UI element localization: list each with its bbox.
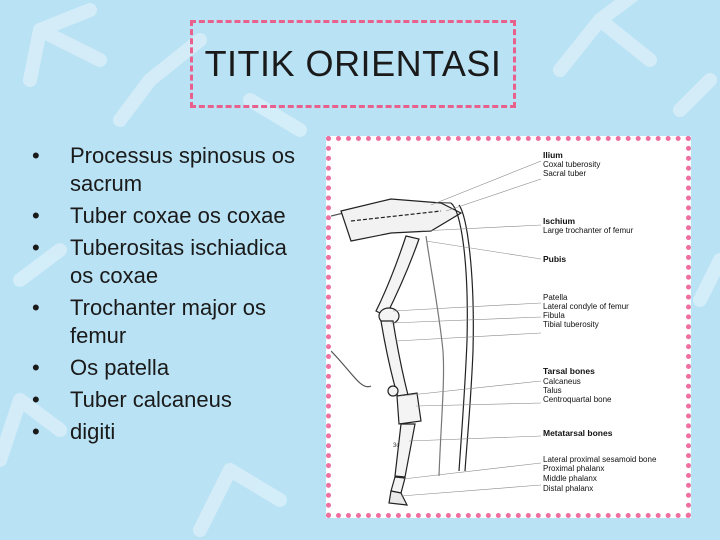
label-middle-phalanx: Middle phalanx [543, 474, 597, 483]
label-proximal-phalanx: Proximal phalanx [543, 464, 605, 473]
label-ischium: Ischium [543, 216, 576, 226]
list-item [24, 294, 314, 350]
label-centroquartal-bone: Centroquartal bone [543, 395, 612, 404]
list-item [24, 202, 314, 230]
bullet-dot: • [32, 235, 40, 260]
list-item [24, 418, 314, 446]
list-item-text: Trochanter major os femur [70, 295, 267, 348]
bullet-list [24, 142, 314, 450]
title-box [190, 20, 516, 108]
list-item [24, 354, 314, 382]
list-item-text: Os patella [70, 355, 170, 380]
label-tibial-tuberosity: Tibial tuberosity [543, 320, 599, 329]
bullet-dot: • [32, 203, 40, 228]
anatomy-figure [326, 136, 691, 518]
page-title: TITIK ORIENTASI [204, 43, 502, 84]
list-item-text: Tuberositas ischiadica os coxae [70, 235, 287, 288]
bullet-dot: • [32, 387, 40, 412]
label-pubis: Pubis [543, 254, 567, 264]
bullet-dot: • [32, 143, 40, 168]
label-tarsal-bones: Tarsal bones [543, 366, 595, 376]
label-large-trochanter: Large trochanter of femur [543, 226, 634, 235]
list-item-text: Tuber calcaneus [70, 387, 232, 412]
bullet-dot: • [32, 295, 40, 320]
label-talus: Talus [543, 386, 562, 395]
label-patella: Patella [543, 293, 568, 302]
list-item [24, 386, 314, 414]
label-lateral-condyle: Lateral condyle of femur [543, 302, 629, 311]
bullet-dot: • [32, 355, 40, 380]
list-item-text: Tuber coxae os coxae [70, 203, 286, 228]
bullet-dot: • [32, 419, 40, 444]
list-item [24, 142, 314, 198]
label-fibula: Fibula [543, 311, 565, 320]
label-coxal-tuberosity: Coxal tuberosity [543, 160, 601, 169]
label-metatarsal-bones: Metatarsal bones [543, 428, 613, 438]
list-item-text: Processus spinosus os sacrum [70, 143, 295, 196]
small-marker-text: 3c [393, 443, 400, 449]
list-item-text: digiti [70, 419, 116, 444]
label-ilium: Ilium [543, 150, 563, 160]
label-calcaneus: Calcaneus [543, 377, 581, 386]
list-item [24, 234, 314, 290]
label-sacral-tuber: Sacral tuber [543, 169, 587, 178]
label-distal-phalanx: Distal phalanx [543, 484, 594, 493]
label-sesamoid-bone: Lateral proximal sesamoid bone [543, 455, 657, 464]
